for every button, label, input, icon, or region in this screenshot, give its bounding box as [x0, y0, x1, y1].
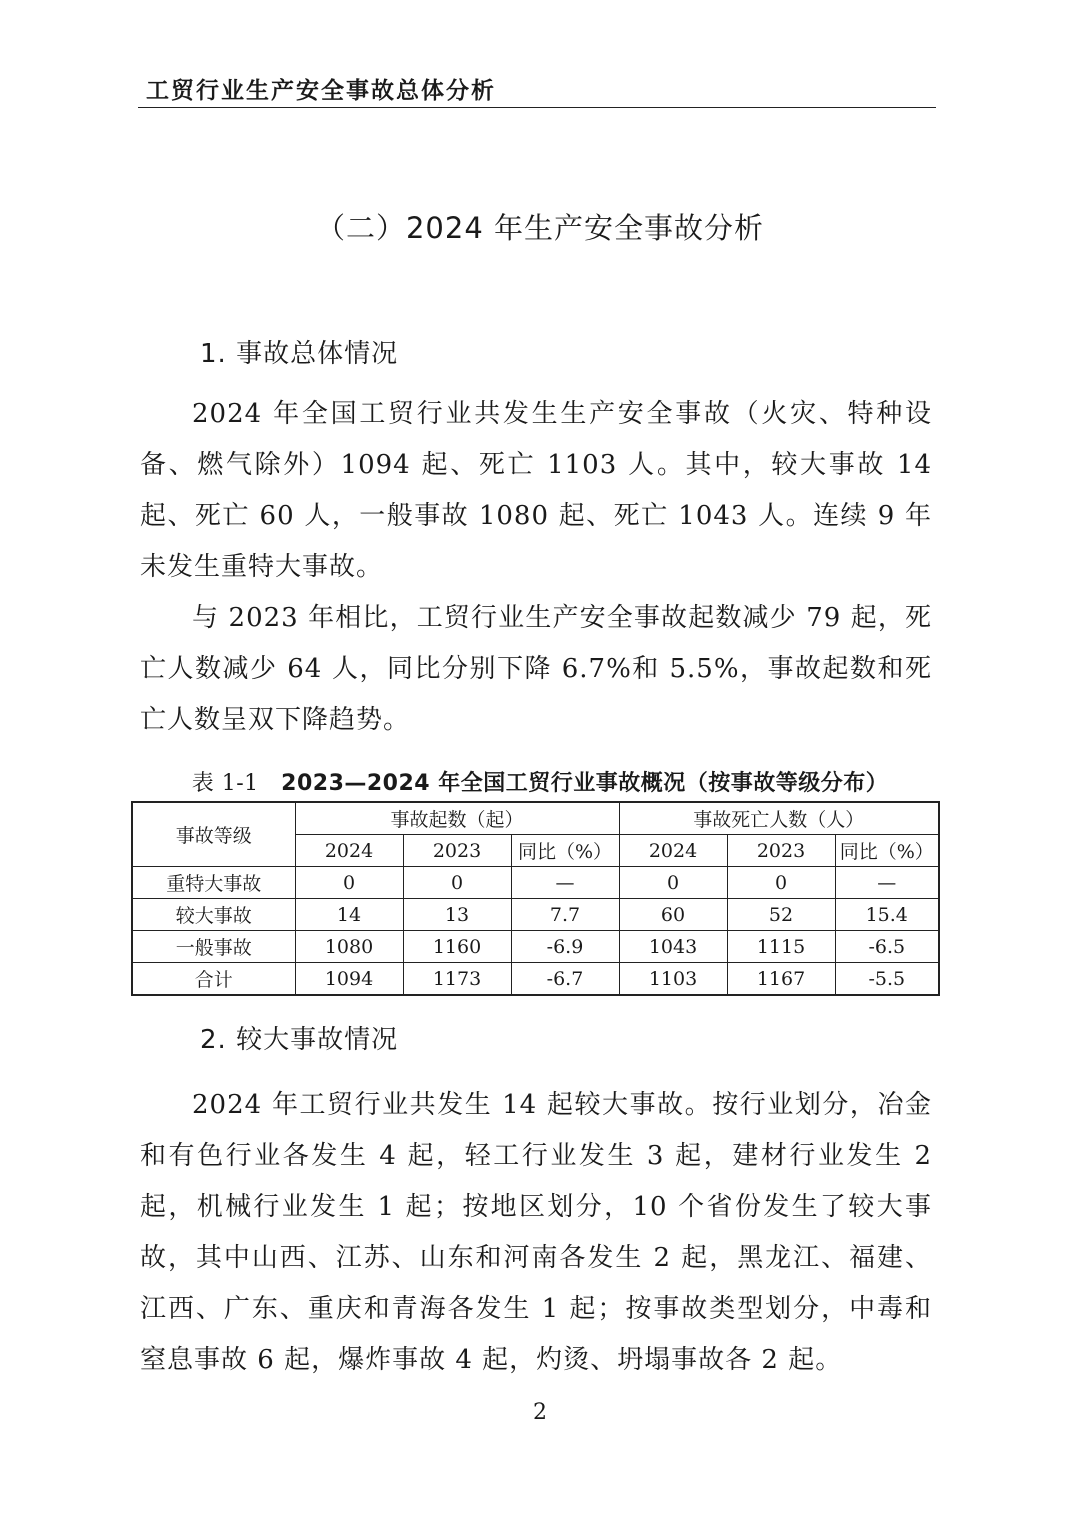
table-row — [132, 931, 939, 963]
row-header-level: 事故等级 — [132, 802, 295, 867]
col-deaths-2024: 2024 — [619, 835, 727, 867]
cell-accidents-yoy: -6.9 — [511, 931, 619, 963]
table-caption-title: 2023—2024 年全国工贸行业事故概况（按事故等级分布） — [281, 771, 889, 796]
heading-overall: 1. 事故总体情况 — [200, 339, 399, 369]
col-accidents-2023: 2023 — [403, 835, 511, 867]
page-number: 2 — [533, 1400, 547, 1425]
cell-deaths-2024: 0 — [619, 867, 727, 899]
cell-deaths-2024: 60 — [619, 899, 727, 931]
cell-deaths-yoy: -6.5 — [835, 931, 939, 963]
running-header: 工贸行业生产安全事故总体分析 — [146, 78, 496, 104]
col-deaths-yoy: 同比（%） — [835, 835, 939, 867]
paragraph-overall: 2024 年全国工贸行业共发生生产安全事故（火灾、特种设备、燃气除外）1094 起、死亡 1103 人。其中，较大事故 14 起、死亡 60 人，一般事故 1080 起、死亡 1043 人。连续 9 年未发生重特大事故。 — [140, 399, 932, 582]
group-header-accidents: 事故起数（起） — [295, 802, 619, 835]
cell-deaths-2023: 0 — [727, 867, 835, 899]
table-row — [132, 867, 939, 899]
cell-deaths-yoy: 15.4 — [835, 899, 939, 931]
cell-accidents-2024: 1094 — [295, 963, 403, 996]
cell-level: 合计 — [132, 963, 295, 996]
cell-accidents-yoy: — — [511, 867, 619, 899]
cell-accidents-2024: 1080 — [295, 931, 403, 963]
cell-deaths-2023: 1167 — [727, 963, 835, 996]
cell-deaths-2023: 1115 — [727, 931, 835, 963]
cell-deaths-2024: 1043 — [619, 931, 727, 963]
cell-deaths-2024: 1103 — [619, 963, 727, 996]
group-header-deaths: 事故死亡人数（人） — [619, 802, 939, 835]
cell-accidents-2023: 0 — [403, 867, 511, 899]
cell-accidents-yoy: -6.7 — [511, 963, 619, 996]
cell-accidents-2023: 1173 — [403, 963, 511, 996]
table-caption — [0, 766, 1080, 797]
heading-major-accidents: 2. 较大事故情况 — [200, 1025, 399, 1055]
cell-accidents-2024: 14 — [295, 899, 403, 931]
paragraph-major-accidents: 2024 年工贸行业共发生 14 起较大事故。按行业划分，冶金和有色行业各发生 4 起，轻工行业发生 3 起，建材行业发生 2 起，机械行业发生 1 起；按地区划分，10 个省份发生了较大事故，其中山西、江苏、山东和河南各发生 2 起，黑龙江、福建、江西、广东、重庆和青海各发生 1 起；按事故类型划分，中毒和窒息事故 6 起，爆炸事故 4 起，灼烫、坍塌事故各 2 起。 — [140, 1090, 932, 1375]
table-caption-number: 表 1-1 — [191, 771, 259, 796]
col-accidents-yoy: 同比（%） — [511, 835, 619, 867]
section-title: （二）2024 年生产安全事故分析 — [315, 211, 765, 245]
cell-accidents-2024: 0 — [295, 867, 403, 899]
table-header-row — [132, 802, 939, 835]
col-deaths-2023: 2023 — [727, 835, 835, 867]
cell-deaths-2023: 52 — [727, 899, 835, 931]
accident-summary-table — [131, 801, 940, 996]
cell-level: 重特大事故 — [132, 867, 295, 899]
table-row-total — [132, 963, 939, 996]
paragraph-comparison: 与 2023 年相比，工贸行业生产安全事故起数减少 79 起，死亡人数减少 64 人，同比分别下降 6.7%和 5.5%，事故起数和死亡人数呈双下降趋势。 — [140, 603, 932, 735]
table-row — [132, 899, 939, 931]
col-accidents-2024: 2024 — [295, 835, 403, 867]
cell-accidents-yoy: 7.7 — [511, 899, 619, 931]
cell-accidents-2023: 1160 — [403, 931, 511, 963]
cell-deaths-yoy: — — [835, 867, 939, 899]
cell-level: 较大事故 — [132, 899, 295, 931]
header-rule — [138, 107, 936, 108]
cell-level: 一般事故 — [132, 931, 295, 963]
cell-deaths-yoy: -5.5 — [835, 963, 939, 996]
cell-accidents-2023: 13 — [403, 899, 511, 931]
